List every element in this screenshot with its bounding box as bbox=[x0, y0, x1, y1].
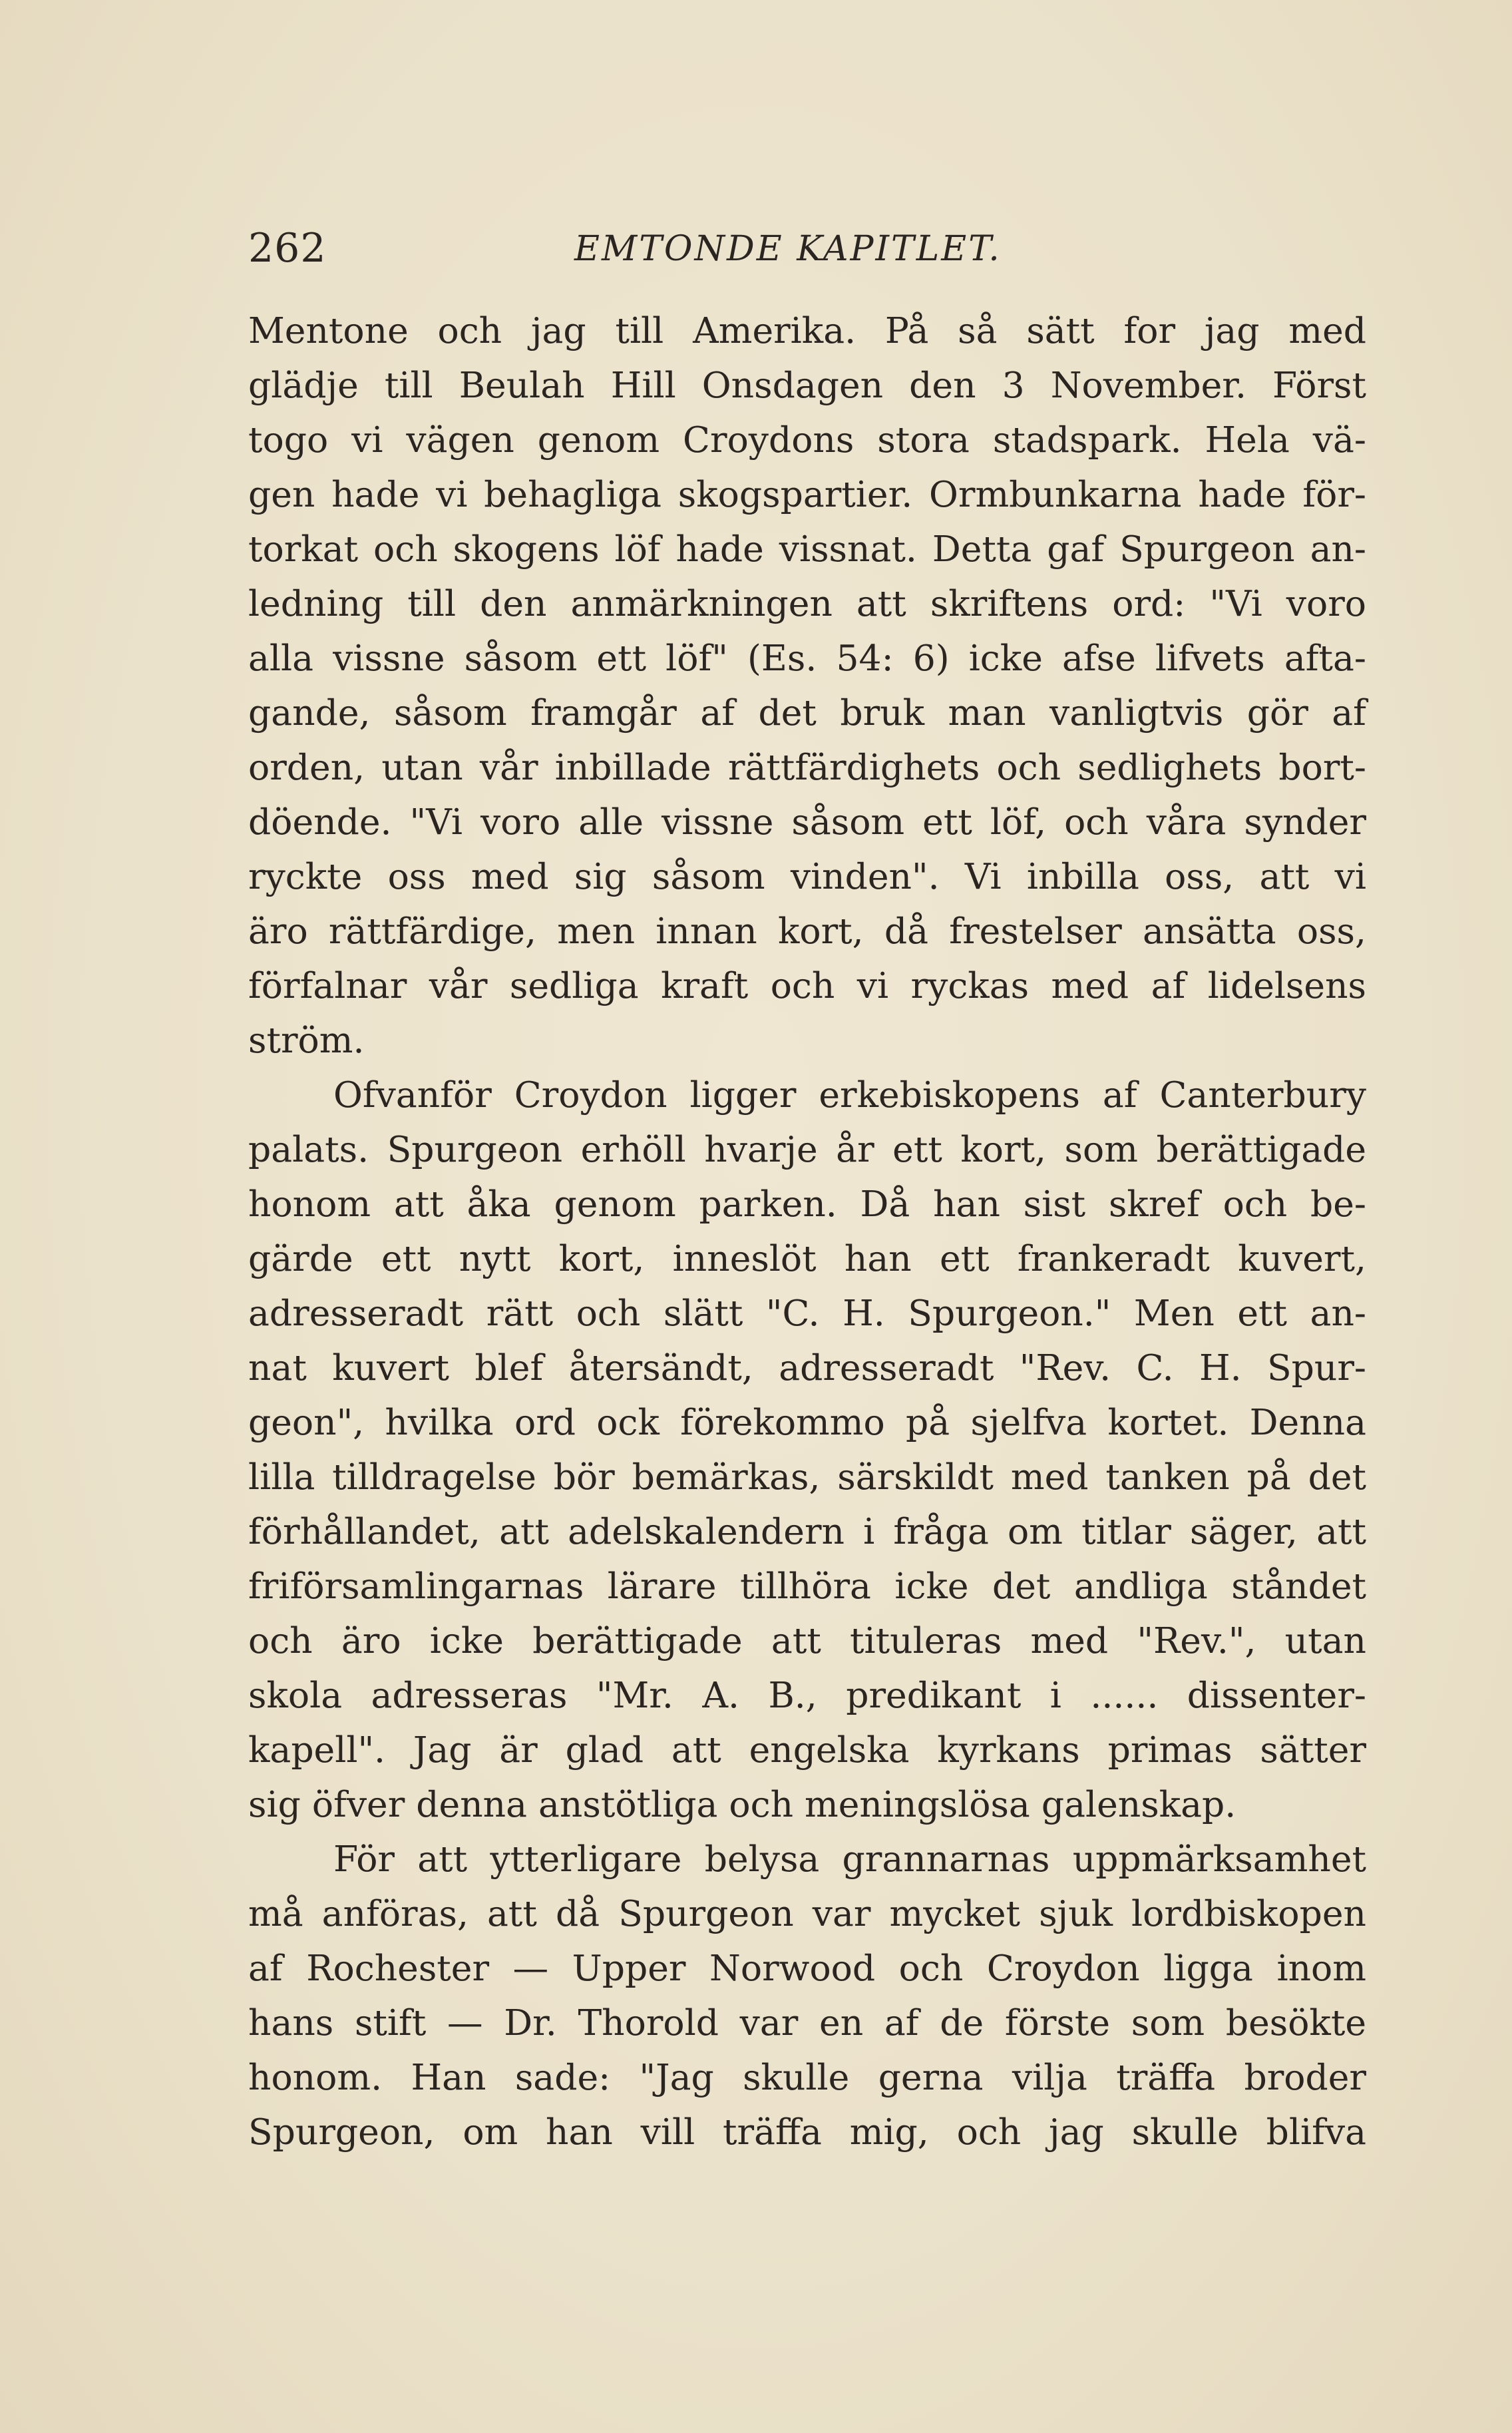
text-line: Mentone och jag till Amerika. På så sätt for jag med bbox=[248, 310, 1366, 351]
text-line: orden, utan vår inbillade rättfärdighets och sedlighets bort- bbox=[248, 746, 1366, 788]
body-text bbox=[248, 304, 1366, 2159]
text-line: Ofvanför Croydon ligger erkebiskopens af Canterbury bbox=[333, 1074, 1366, 1116]
text-line: ledning till den anmärkningen att skriftens ord: "Vi voro bbox=[248, 582, 1366, 624]
text-line: Spurgeon, om han vill träffa mig, och jag skulle blifva bbox=[248, 2111, 1366, 2153]
page-number: 262 bbox=[248, 225, 327, 272]
text-line: sig öfver denna anstötliga och meningslösa galenskap. bbox=[248, 1783, 1236, 1825]
text-line: friförsamlingarnas lärare tillhöra icke det andliga ståndet bbox=[248, 1565, 1366, 1607]
text-line: palats. Spurgeon erhöll hvarje år ett kort, som berättigade bbox=[248, 1128, 1366, 1170]
text-line: må anföras, att då Spurgeon var mycket sjuk lordbiskopen bbox=[248, 1892, 1366, 1934]
text-line: alla vissne såsom ett löf" (Es. 54: 6) icke afse lifvets afta- bbox=[248, 637, 1366, 679]
running-title: EMTONDE KAPITLET. bbox=[574, 229, 1002, 269]
text-line: hans stift — Dr. Thorold var en af de förste som besökte bbox=[248, 2002, 1366, 2044]
text-line: gärde ett nytt kort, inneslöt han ett frankeradt kuvert, bbox=[248, 1237, 1366, 1279]
text-line: nat kuvert blef återsändt, adresseradt "Rev. C. H. Spur- bbox=[248, 1347, 1366, 1389]
text-line: honom. Han sade: "Jag skulle gerna vilja träffa broder bbox=[248, 2056, 1366, 2098]
text-line: togo vi vägen genom Croydons stora stadspark. Hela vä- bbox=[248, 419, 1366, 461]
text-line: och äro icke berättigade att tituleras med "Rev.", utan bbox=[248, 1620, 1366, 1661]
text-line: äro rättfärdige, men innan kort, då frestelser ansätta oss, bbox=[248, 910, 1366, 952]
text-line: skola adresseras "Mr. A. B., predikant i ...... dissenter- bbox=[248, 1674, 1366, 1716]
text-line: döende. "Vi voro alle vissne såsom ett löf, och våra synder bbox=[248, 801, 1366, 843]
text-line: geon", hvilka ord ock förekommo på sjelfva kortet. Denna bbox=[248, 1401, 1366, 1443]
text-line: lilla tilldragelse bör bemärkas, särskildt med tanken på det bbox=[248, 1456, 1366, 1498]
text-line: gande, såsom framgår af det bruk man vanligtvis gör af bbox=[248, 692, 1366, 734]
text-line: ryckte oss med sig såsom vinden". Vi inbilla oss, att vi bbox=[248, 855, 1366, 897]
text-line: För att ytterligare belysa grannarnas uppmärksamhet bbox=[333, 1838, 1366, 1880]
text-line: kapell". Jag är glad att engelska kyrkans primas sätter bbox=[248, 1729, 1366, 1771]
text-line: honom att åka genom parken. Då han sist skref och be- bbox=[248, 1183, 1366, 1225]
text-line: adresseradt rätt och slätt "C. H. Spurgeon." Men ett an- bbox=[248, 1292, 1366, 1334]
text-line: förhållandet, att adelskalendern i fråga om titlar säger, att bbox=[248, 1510, 1366, 1552]
text-line: gen hade vi behagliga skogspartier. Ormbunkarna hade för- bbox=[248, 473, 1366, 515]
text-line: af Rochester — Upper Norwood och Croydon ligga inom bbox=[248, 1947, 1366, 1989]
text-line: ström. bbox=[248, 1019, 365, 1061]
text-line: glädje till Beulah Hill Onsdagen den 3 November. Först bbox=[248, 364, 1366, 406]
text-line: torkat och skogens löf hade vissnat. Detta gaf Spurgeon an- bbox=[248, 528, 1366, 570]
page-header bbox=[248, 225, 1380, 278]
text-line: förfalnar vår sedliga kraft och vi ryckas med af lidelsens bbox=[248, 965, 1366, 1006]
